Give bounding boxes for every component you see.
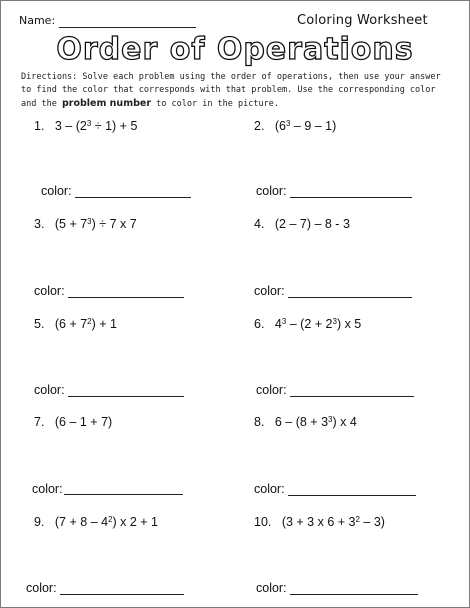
- expr-part: (6 + 7: [54, 317, 88, 331]
- color-label-6: color:: [256, 383, 287, 397]
- problem-2: [254, 119, 336, 133]
- problem-number: 1.: [34, 119, 45, 133]
- problem-9: [34, 515, 158, 529]
- expr-part: 4: [274, 317, 282, 331]
- exponent: 3: [87, 217, 92, 226]
- color-label-2: color:: [256, 184, 287, 198]
- problem-5: [34, 317, 117, 331]
- expr-part: (6 – 1 + 7): [54, 415, 113, 429]
- problem-number: 6.: [254, 317, 265, 331]
- name-field-line[interactable]: [59, 27, 196, 28]
- color-answer-line-9[interactable]: [60, 594, 184, 595]
- expr-part: 3 – (2: [54, 119, 87, 133]
- color-answer-line-6[interactable]: [290, 396, 414, 397]
- expr-part: – 3): [359, 515, 385, 529]
- expr-part: 6 – (8 + 3: [274, 415, 329, 429]
- directions-text: [21, 71, 453, 111]
- color-answer-line-8[interactable]: [288, 495, 416, 496]
- color-label-10: color:: [256, 581, 287, 595]
- exponent: 2: [355, 515, 360, 524]
- expr-part: (3 + 3 x 6 + 3: [281, 515, 356, 529]
- problem-1: [34, 119, 137, 133]
- problem-number: 9.: [34, 515, 45, 529]
- color-label-7: color:: [32, 482, 63, 496]
- color-answer-line-4[interactable]: [288, 297, 412, 298]
- exponent: 3: [86, 119, 92, 128]
- problem-number: 2.: [254, 119, 265, 133]
- color-answer-line-7[interactable]: [64, 494, 183, 495]
- expr-part: ) ÷ 7 x 7: [91, 217, 137, 231]
- color-answer-line-10[interactable]: [290, 594, 418, 595]
- exponent: 2: [108, 515, 113, 524]
- color-answer-line-3[interactable]: [68, 297, 184, 298]
- name-label: Name:: [19, 14, 56, 27]
- expr-part: ) x 2 + 1: [112, 515, 158, 529]
- problem-3: [34, 217, 137, 231]
- problem-6: [254, 317, 361, 331]
- problem-number: 10.: [254, 515, 272, 529]
- problem-number: 5.: [34, 317, 45, 331]
- color-label-9: color:: [26, 581, 57, 595]
- exponent: 3: [328, 415, 333, 424]
- expr-part: (6: [274, 119, 286, 133]
- page-title: Order of Operations: [56, 32, 414, 67]
- expr-part: – 9 – 1): [290, 119, 337, 133]
- color-answer-line-1[interactable]: [75, 197, 191, 198]
- worksheet-label: Coloring Worksheet: [297, 13, 428, 28]
- exponent: 3: [285, 119, 291, 128]
- directions-body: Directions: Solve each problem using the order of operations, then use your answer to find the color that corresponds with that problem. Use the corresponding color and the: [21, 72, 441, 109]
- color-label-3: color:: [34, 284, 65, 298]
- expr-part: (2 – 7) – 8 - 3: [274, 217, 350, 231]
- expr-part: ) x 5: [336, 317, 362, 331]
- directions-tail: to color in the picture.: [151, 99, 279, 109]
- expr-part: (5 + 7: [54, 217, 88, 231]
- color-label-1: color:: [41, 184, 72, 198]
- problem-10: [254, 515, 385, 529]
- expr-part: ) + 1: [91, 317, 117, 331]
- exponent: 3: [332, 317, 337, 326]
- problem-4: [254, 217, 350, 231]
- expr-part: ) x 4: [332, 415, 357, 429]
- expr-part: (7 + 8 – 4: [54, 515, 109, 529]
- problem-7: [34, 415, 112, 429]
- problem-number: 7.: [34, 415, 45, 429]
- color-label-4: color:: [254, 284, 285, 298]
- problem-number: 3.: [34, 217, 45, 231]
- color-label-8: color:: [254, 482, 285, 496]
- problem-8: [254, 415, 357, 429]
- directions-bold: problem number: [61, 98, 152, 109]
- expr-part: – (2 + 2: [286, 317, 333, 331]
- problem-number: 8.: [254, 415, 265, 429]
- color-label-5: color:: [34, 383, 65, 397]
- problem-number: 4.: [254, 217, 265, 231]
- color-answer-line-5[interactable]: [68, 396, 184, 397]
- exponent: 2: [87, 317, 92, 326]
- exponent: 3: [281, 317, 287, 326]
- expr-part: ÷ 1) + 5: [91, 119, 138, 133]
- color-answer-line-2[interactable]: [290, 197, 412, 198]
